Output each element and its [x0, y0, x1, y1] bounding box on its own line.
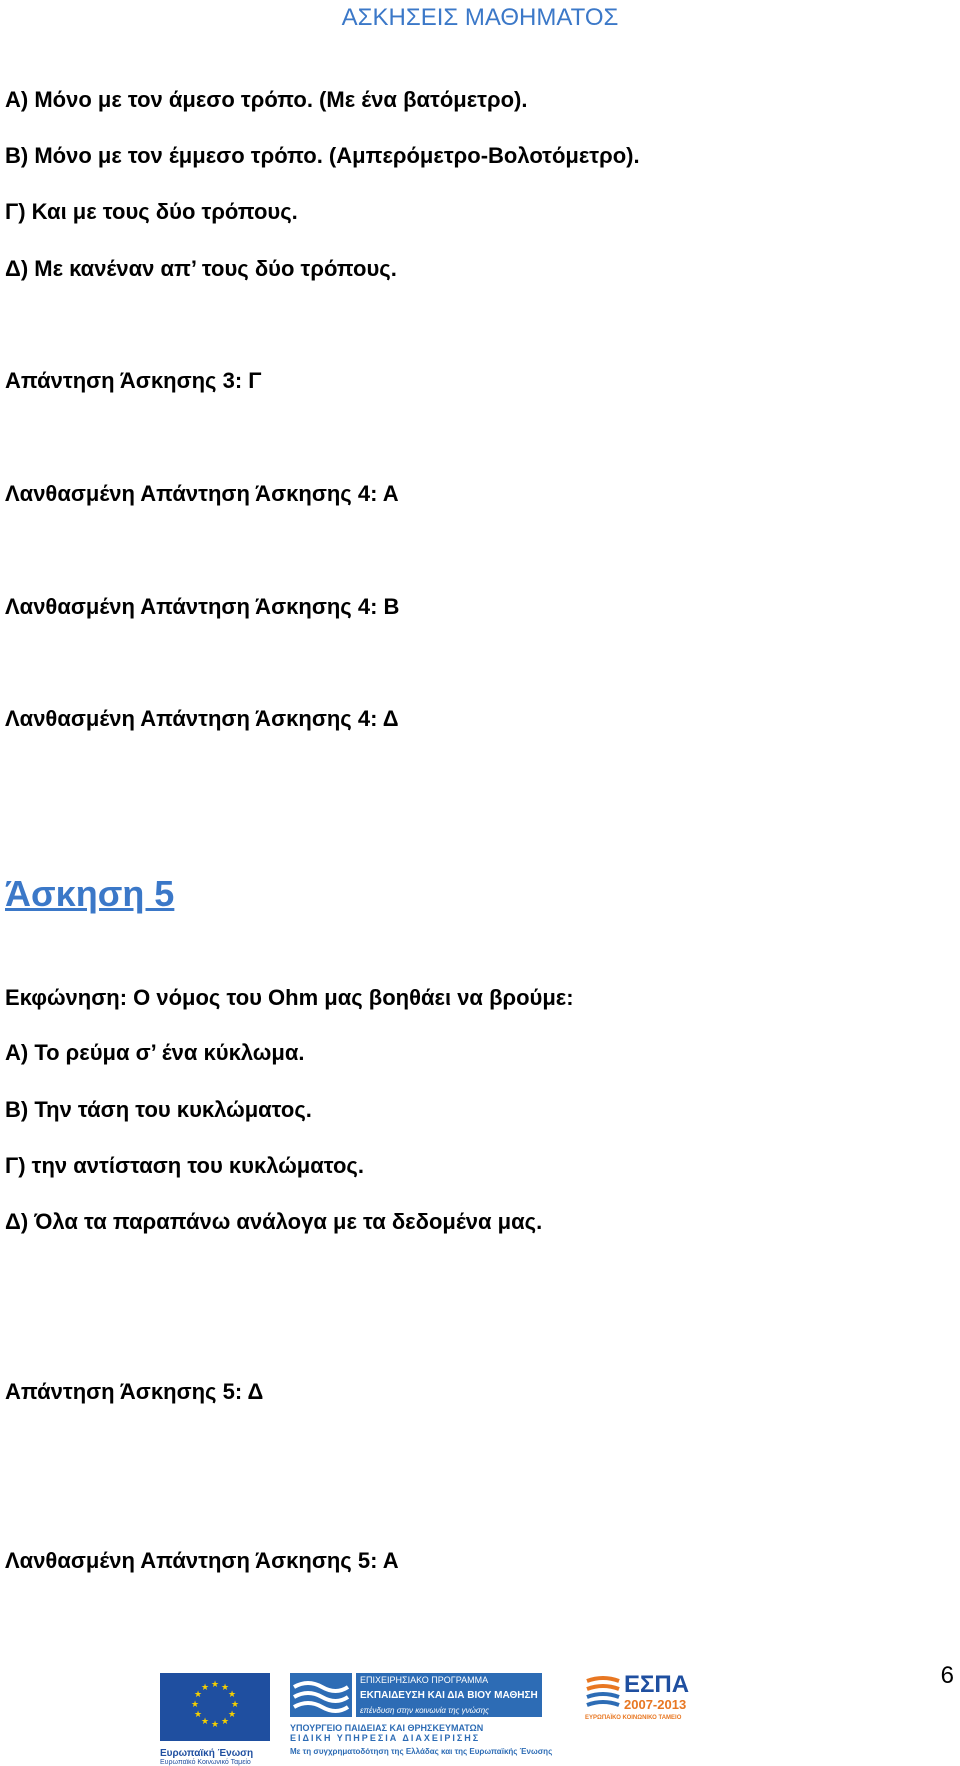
espa-stripes-icon	[585, 1673, 621, 1713]
svg-text:★: ★	[227, 1710, 237, 1720]
program-logo	[290, 1673, 580, 1763]
espa-sublabel: ΕΥΡΩΠΑΪΚΟ ΚΟΙΝΩΝΙΚΟ ΤΑΜΕΙΟ	[585, 1715, 682, 1721]
program-line1: ΕΠΙΧΕΙΡΗΣΙΑΚΟ ΠΡΟΓΡΑΜΜΑ	[360, 1675, 489, 1685]
exercise4-wrong-answer-a: Λανθασμένη Απάντηση Άσκησης 4: Α	[5, 481, 399, 506]
svg-text:★: ★	[220, 1683, 230, 1693]
eu-flag-icon	[160, 1673, 270, 1741]
exercise3-option-c: Γ) Και με τους δύο τρόπους.	[5, 199, 298, 224]
ministry-line2: ΕΙΔΙΚΗ ΥΠΗΡΕΣΙΑ ΔΙΑΧΕΙΡΙΣΗΣ	[290, 1733, 481, 1743]
espa-label: ΕΣΠΑ	[624, 1671, 690, 1698]
svg-text:★: ★	[200, 1717, 210, 1727]
exercise5-option-b: Β) Την τάση του κυκλώματος.	[5, 1097, 312, 1122]
cofinance-text: Με τη συγχρηματοδότηση της Ελλάδας και της Ευρωπαϊκής Ένωσης	[290, 1747, 553, 1756]
exercise4-wrong-answer-b: Λανθασμένη Απάντηση Άσκησης 4: Β	[5, 594, 400, 619]
exercise3-answer: Απάντηση Άσκησης 3: Γ	[5, 368, 262, 393]
exercise5-option-a: Α) Το ρεύμα σ’ ένα κύκλωμα.	[5, 1040, 305, 1065]
espa-logo	[585, 1673, 710, 1763]
program-wave-icon	[290, 1673, 352, 1717]
ministry-line1: ΥΠΟΥΡΓΕΙΟ ΠΑΙΔΕΙΑΣ ΚΑΙ ΘΡΗΣΚΕΥΜΑΤΩΝ	[290, 1723, 484, 1733]
svg-text:★: ★	[220, 1717, 230, 1727]
eu-logo	[160, 1673, 270, 1766]
exercise3-option-d: Δ) Με κανέναν απ’ τους δύο τρόπους.	[5, 256, 397, 281]
svg-text:★: ★	[227, 1690, 237, 1700]
page-number: 6	[940, 1662, 954, 1689]
exercise3-option-b: Β) Μόνο με τον έμμεσο τρόπο. (Αμπερόμετρο-Βολοτόμετρο).	[5, 143, 640, 168]
exercise4-wrong-answer-d: Λανθασμένη Απάντηση Άσκησης 4: Δ	[5, 706, 399, 731]
svg-text:★: ★	[210, 1720, 220, 1730]
exercise3-option-a: Α) Μόνο με τον άμεσο τρόπο. (Με ένα βατόμετρο).	[5, 87, 528, 112]
exercise5-answer: Απάντηση Άσκησης 5: Δ	[5, 1379, 264, 1404]
svg-text:★: ★	[200, 1683, 210, 1693]
svg-text:★: ★	[193, 1690, 203, 1700]
eu-sublabel: Ευρωπαϊκό Κοινωνικό Ταμείο	[160, 1759, 251, 1766]
page-header: ΑΣΚΗΣΕΙΣ ΜΑΘΗΜΑΤΟΣ	[341, 4, 619, 31]
program-line2: ΕΚΠΑΙΔΕΥΣΗ ΚΑΙ ΔΙΑ ΒΙΟΥ ΜΑΘΗΣΗ	[360, 1690, 538, 1701]
program-slogan: επένδυση στην κοινωνία της γνώσης	[360, 1706, 490, 1715]
espa-years: 2007-2013	[624, 1697, 687, 1712]
eu-label: Ευρωπαϊκή Ένωση	[160, 1748, 254, 1759]
exercise5-prompt: Εκφώνηση: Ο νόμος του Ohm μας βοηθάει να βρούμε:	[5, 985, 574, 1010]
svg-text:★: ★	[193, 1710, 203, 1720]
svg-text:★: ★	[210, 1680, 220, 1690]
exercise5-option-c: Γ) την αντίσταση του κυκλώματος.	[5, 1153, 364, 1178]
exercise5-option-d: Δ) Όλα τα παραπάνω ανάλογα με τα δεδομένα μας.	[5, 1209, 543, 1234]
exercise5-heading: Άσκηση 5	[5, 873, 175, 914]
svg-text:★: ★	[230, 1700, 240, 1710]
svg-text:★: ★	[190, 1700, 200, 1710]
exercise5-wrong-answer: Λανθασμένη Απάντηση Άσκησης 5: Α	[5, 1548, 399, 1573]
